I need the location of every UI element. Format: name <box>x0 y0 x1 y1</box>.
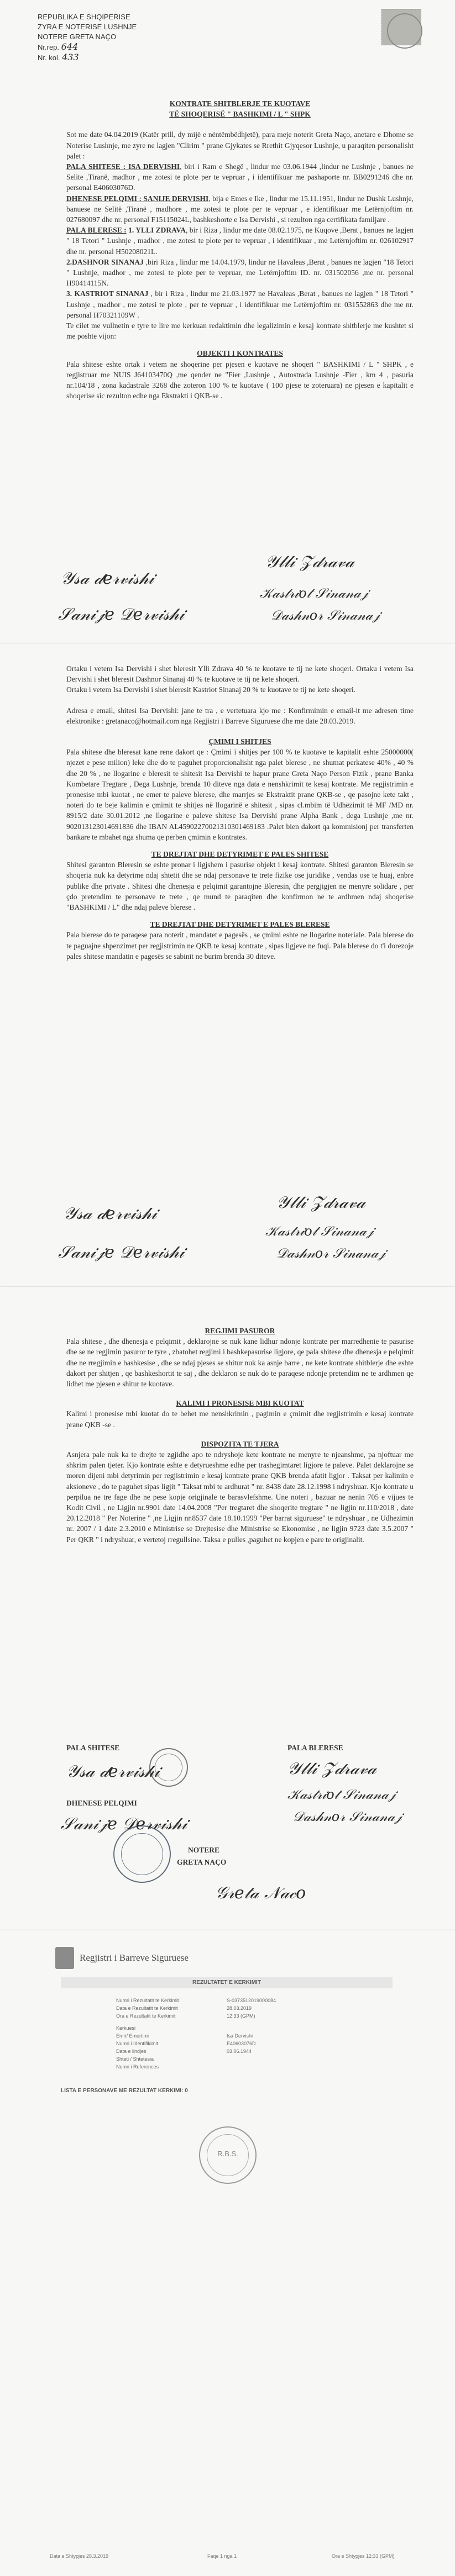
footer-print-time: Ora e Shtypjes 12:33 (GPM) <box>332 2553 395 2559</box>
report-title-bar <box>61 1977 393 1988</box>
seller-name: PALA SHITESE : ISA DERVISHI <box>66 162 180 171</box>
ownership-transfer-title: KALIMI I PRONESISE MBI KUOTAT <box>176 1399 304 1408</box>
buyer-signature-label: PALA BLERESE <box>287 1744 343 1752</box>
signature-notary-p3: 𝒢𝓇𝑒𝓉𝒶 𝒩𝒶𝒸𝑜 <box>216 1883 306 1903</box>
buyer-2-details: ,biri Riza , lindur me 14.04.1979, lindur ne Havaleas ,Berat , banues ne lagjen "18 Tetori " Lushnje, madhor , me zotesi te plote per te vepruar, me Letërnjoftim ID. nr. 031502056 ,me nr. personal H90414115N. <box>66 257 414 288</box>
notary-seal <box>113 1825 171 1883</box>
consent-paragraph <box>66 193 414 225</box>
stamp-circle <box>387 13 422 49</box>
rbs-seal <box>199 2126 257 2184</box>
buyer-1-name: 1. YLLI ZDRAVA <box>128 226 186 235</box>
signature-buyer-1-p3: 𝒴𝓁𝓁𝒾 𝒵𝒹𝓇𝒶𝓋𝒶 <box>287 1759 376 1778</box>
kol-number: 433 <box>62 52 79 62</box>
buyer-2-paragraph <box>66 257 414 289</box>
signature-consent-p3: 𝒮𝒶𝓃𝒾𝒿𝑒 𝒟𝑒𝓇𝓋𝒾𝓈𝒽𝒾 <box>61 1814 187 1834</box>
table-row: Numri i Identifikimit E40603076D <box>116 2041 256 2046</box>
footer-page-number: Faqe 1 nga 1 <box>207 2553 237 2559</box>
seller-signature-label: PALA SHITESE <box>66 1744 120 1752</box>
signature-buyer-2-p1: 𝒦𝒶𝓈𝓉𝓇𝒾𝑜𝓉 𝒮𝒾𝓃𝒶𝓃𝒶𝒿 <box>260 585 368 601</box>
office-line: ZYRA E NOTERISE LUSHNJE <box>38 23 137 31</box>
share-transfer-1: Ortaku i vetem Isa Dervishi i shet bleresit Ylli Zdrava 40 % te kuotave te tij ne kete shoqeri. Ortaku i vetem Isa Dervishi i shet bleresit Dashnor Sinanaj 40 % te kuotave te tij ne kete shoqeri. <box>66 664 414 684</box>
seller-details: , biri i Ram e Shegë , lindur me 03.06.1944 ,lindur ne Lushnje , banues ne Selite ,Tiranë, madhor , me zotesi te plote per te vepruar , i identifikuar me pashaporte nr. BB0291246 dhe nr. personal E40603076D. <box>66 162 414 192</box>
footer-print-date: Data e Shtypjes 28.3.2019 <box>50 2553 109 2559</box>
table-row: Numri i Rezultatit te Kerkimit S-0373512019000084 <box>116 1998 276 2003</box>
rbs-logo-title: Regjistri i Barreve Siguruese <box>80 1952 189 1963</box>
property-regime-title: REGJIMI PASUROR <box>205 1327 275 1335</box>
rbs-logo <box>55 1947 189 1969</box>
results-list-title: LISTA E PERSONAVE ME REZULTAT KERKIMI: 0 <box>61 2088 188 2094</box>
rep-label: Nr.rep. <box>38 43 60 51</box>
signature-buyer-1-p2: 𝒴𝓁𝓁𝒾 𝒵𝒹𝓇𝒶𝓋𝒶 <box>276 1193 365 1212</box>
search-results-table <box>116 1997 381 2071</box>
rep-number: 644 <box>61 41 79 52</box>
consent-signature-label: DHENESE PELQIMI <box>66 1799 137 1807</box>
report-title: REZULTATET E KERKIMIT <box>192 1979 261 1986</box>
signature-seller-p1: 𝒴𝓈𝒶 𝒹𝑒𝓇𝓋𝒾𝓈𝒽𝒾 <box>61 569 154 588</box>
table-row: Numri i References <box>116 2064 159 2070</box>
buyer-3-name: 3. KASTRIOT SINANAJ <box>66 289 149 298</box>
notary-label-1: NOTERE <box>188 1846 220 1854</box>
signature-consent-p1: 𝒮𝒶𝓃𝒾𝒿𝑒 𝒟𝑒𝓇𝓋𝒾𝓈𝒽𝒾 <box>58 605 185 624</box>
signature-buyer-3-p3: 𝒟𝒶𝓈𝒽𝓃𝑜𝓇 𝒮𝒾𝓃𝒶𝓃𝒶𝒿 <box>293 1809 402 1824</box>
intro-paragraph: Sot me date 04.04.2019 (Katër prill, dy mijë e nëntëmbëdhjetë), para meje noterit Greta Naço, anetare e Dhome se Noterise Lushnje, me zyre ne lagjen "Clirim " prane Gjykates se Rrethit Gjyqesor Lushnje, u paraqiten personalisht palet : <box>66 130 414 160</box>
document-page-3 <box>0 1287 455 1930</box>
object-section-title: OBJEKTI I KONTRATES <box>197 349 283 358</box>
closing-paragraph: Te cilet me vullnetin e tyre te lire me kerkuan redaktimin dhe legalizimin e kesaj kontrate shitblerje me kushtet si me poshte vijon: <box>66 321 414 341</box>
buyers-label: PALA BLERESE : <box>66 226 127 235</box>
document-page-4 <box>0 1930 455 2576</box>
buyer-3-details: , bir i Riza , lindur me 21.03.1977 ne Havaleas ,Berat , banues ne lagjen " 18 Tetori " Lushnje , madhor , me zotesi te plote , per te vepruar , i identifikuar me Letërnjoftim nr. 031552863 dhe me nr. personal H70321109W . <box>66 289 414 319</box>
signature-buyer-3-p1: 𝒟𝒶𝓈𝒽𝓃𝑜𝓇 𝒮𝒾𝓃𝒶𝓃𝒶𝒿 <box>271 608 380 623</box>
table-row: Ora e Rezultatit te Kerkimit 12:33 (GPM) <box>116 2013 255 2019</box>
email-confirmation: Adresa e email, shitesi Isa Dervishi: jane te tra , e vertetuara kjo me : Konfirmimin e email-it me adresen time elektronike : gretanaco@hotmail.com nga Regjistri i Barreve Siguruese dhe me date 28.03.2019. <box>66 706 414 725</box>
ownership-transfer-text: Kalimi i pronesise mbi kuotat do te behet me nenshkrimin , pagimin e çmimit dhe regjistrimin e kesaj kontrate prane QKB -se . <box>66 1410 414 1429</box>
consent-name: DHENESE PELQIMI : SANIJE DERVISHI <box>66 194 209 203</box>
share-transfer-2: Ortaku i vetem Isa Dervishi i shet bleresit Kastriot Sinanaj 20 % te kuotave te tij ne kete shoqeri. <box>66 685 355 694</box>
buyer-1-details: , bir i Riza , lindur me date 08.02.1975, ne Kuqove ,Berat , banues ne lagjen " 18 Tetori " Lushnje , madhor , me zotesi te plote per te vepruar , i identifikuar , me Letërnjoftim nr. 026102917 dhe nr. personal H50208021L. <box>66 226 414 256</box>
signature-seller-p3: 𝒴𝓈𝒶 𝒹𝑒𝓇𝓋𝒾𝓈𝒽𝒾 <box>66 1762 160 1781</box>
rbs-seal-text: R.B.S. <box>217 2150 238 2158</box>
consent-details: , bija e Emes e Ike , lindur me 15.11.1951, lindur ne Dushk Lushnje, banuese ne Selitë ,Tiranë , madhore , me zotesi te plote per te vepruar , e identifikuar me Letërnjoftim nr. 027680097 dhe nr. personal F15115024L, bashkeshorte e Isa Dervishi , si rezulton nga certifikata familjare . <box>66 194 414 224</box>
signature-buyer-2-p3: 𝒦𝒶𝓈𝓉𝓇𝒾𝑜𝓉 𝒮𝒾𝓃𝒶𝓃𝒶𝒿 <box>287 1787 396 1802</box>
buyer-duties-title: TE DREJTAT DHE DETYRIMET E PALES BLERESE <box>150 920 330 929</box>
property-regime-text: Pala shitese , dhe dhenesja e pelqimit , deklarojne se nuk kane lidhur ndonje kontrate per marredhenie te pasurise dhe se ne regjimin pasuror te tyre , zbatohet regjimi i bashkepasurise ligjore, qe pala shitese dhe dhenesja e pelqimit dhe ne rregjimin e bashkesise , dhe se ndaj pjeses se shitur nuk ka asnje barre , ne kete kontrate shitblerje dhe eshte dakort per shitjen , qe bashkeshortit te saj , dhe deklaron se nuk do te paraqese ndonje pretendim ne te ardhmen qe lidhet me pjesen e shitur te kuotave. <box>66 1337 414 1389</box>
object-section-text: Pala shitese eshte ortak i vetem ne shoqerine per pjesen e kuotave ne shoqeri " BASHKIMI / L " SHPK , e regjistruar me NUIS J64103470Q ,me qender ne "Fier ,Lushnje , Autostrada Lushnje -Fier , km 4 , pasuria nr.104/18 , zona kadastrale 3268 dhe zoteron 100 % te kuotave ( 100 pjese te zoteruara) ne pjesen e kapitalit e shoqerise sic rezulton edhe nga Ekstrakti i QKB-se . <box>66 360 414 400</box>
signature-seller-p2: 𝒴𝓈𝒶 𝒹𝑒𝓇𝓋𝒾𝓈𝒽𝒾 <box>64 1204 157 1223</box>
buyer-duties-text: Pala blerese do te paraqese para noterit , mandatet e pagesës , se çmimi eshte ne llogarine noteriale. Pala blerese do te paguajne shpenzimet per regjistrimin ne QKB te kesaj kontrate , sipas ligjeve ne fuqi. Pala blerese do t'i dorezoje pales shitese mandatin e pagesës se sabinit ne burim brenda 30 ditеve. <box>66 931 414 960</box>
price-section-title: ÇMIMI I SHITJES <box>208 737 271 746</box>
signature-buyer-3-p2: 𝒟𝒶𝓈𝒽𝓃𝑜𝓇 𝒮𝒾𝓃𝒶𝓃𝒶𝒿 <box>276 1245 386 1261</box>
signature-buyer-1-p1: 𝒴𝓁𝓁𝒾 𝒵𝒹𝓇𝒶𝓋𝒶 <box>265 552 354 572</box>
table-row: Kerkuesi <box>116 2025 136 2031</box>
document-page-1 <box>0 0 455 643</box>
buyer-3-paragraph <box>66 288 414 320</box>
other-provisions-text: Asnjera pale nuk ka te drejte te zgjidhe apo te ndryshoje kete kontrate ne menyre te njeanshme, pa njoftuar me shkrim palen tjeter. Kjo kontrate eshte e detyrueshme edhe per trashegimtaret ligjore te paleve. Palet deklarojne se moren dijeni mbi detyrimin per regjistrimin e kesaj kontrate prane QKB brenda afatit ligjor . Taksat per kalimin e aksioneve , do te paguhet sipas ligjit " Taksat mbi te ardhurat " nr. 8438 date 28.12.1998 i ndryshuar. Kjo kontrate u perpilua ne tre fage dhe ne pese kopje origjinale te barasvlefshme. Une noteri , bazuar ne nenin 705 e vijues te Kodit Civil , ne Ligjin nr.9901 date 14.04.2008 "Per tregtaret dhe shoqerite tregtare " ne ligjin nr.110/2018 , date 20.12.2018 " Per Noterine " ,ne Ligjin nr.8537 date 18.10.1999 "Per barrat siguruese" te ndryshuar , ne Udhezimin nr. 2007 / 1 date 2.3.2010 e Ministrise se Drejtesise dhe Ministrise se Ekonomise , ne ligjin 9723 date 3.5.2007 " Per QKR " i ndryshuar, e vertetoj rregullsine. Taksa e pulles ,paguhet ne kopjen e pare te origjinalit. <box>66 1450 414 1544</box>
buyer-1-paragraph <box>66 225 414 257</box>
header-block <box>38 12 137 63</box>
seller-paragraph <box>66 161 414 193</box>
document-page-2 <box>0 643 455 1287</box>
kol-label: Nr. kol. <box>38 54 60 62</box>
contract-title: KONTRATE SHITBLERJE TE KUOTAVE <box>169 99 311 108</box>
table-row: Data e lindjes 03.06.1944 <box>116 2049 252 2054</box>
republic-line: REPUBLIKA E SHQIPERISE <box>38 13 130 21</box>
signature-consent-p2: 𝒮𝒶𝓃𝒾𝒿𝑒 𝒟𝑒𝓇𝓋𝒾𝓈𝒽𝒾 <box>58 1243 185 1262</box>
table-row: Shteti / Shtetesia <box>116 2056 154 2062</box>
contract-subtitle: TË SHOQERISË " BASHKIMI / L " SHPK <box>169 110 311 119</box>
seller-duties-text: Shitesi garanton Bleresin se eshte pronar i ligjshem i pasurise objekt i kesaj kontrate. Shitesi garanton Bleresin se shoqeria nuk ka detyrime ndaj shtetit dhe se ndaj personave te trete fizike ose juridike , vendas ose te huaj, enbre publike dhe private . Shitesi dhe dhenesja e pelqimit garantojne Bleresin, dhe pergjigjen ne menyre solidare , per çdo pretendim te personave te trete , qe mund te paraqiten dhe konfirmon ne te ardhmen ndaj shoqerise "BASHKIMI / L" dhe ndaj paleve blerese . <box>66 861 414 912</box>
table-row: Emri/ Emertimi Isa Dervishi <box>116 2033 253 2039</box>
rbs-logo-emblem-icon <box>55 1947 74 1969</box>
price-section-text: Pala shitese dhe bleresat kane rene dakort qe : Çmimi i shitjes per 100 % te kuotave te kapitalit eshte 25000000( njezet e pese milion) leke dhe do te paguhet proporcionalisht nga palet bleresе , ne shumat perkatese 40% , 40 % dhe 20 % , ne llogarine e bleresit te shitesit Isa Dervishi te hapur prane Greta Naço Person Fizik , prane Banka Kombetare Tregtare , Dega Lushnje, brenda 10 diteve nga data e nenshkrimit te kesaj kontrate. Me regjistrimin e pronesise mbi kuotat , ne emer te paleve blerese, dhe marrjes se Ekstraktit prane QKB-se , qe pasojne kete takt , noteri do te beje kalimin e çmimit te shitjes në llogarinë e shitesit , sipas cl.mbim të Udhëzimit të MF /MD nr. 8915/2 date 30.01.2012 ,ne llogarine e paleve shitese Isa Dervishi prane Alpha Bank , dega Lushnje ,me nr. 902013123014691836 dhe IBAN AL45902270021310301469183 .Palet bien dakort qa kommisionj per transferten bankare te mbahet nga shuma qe perben çmimin e kontrates. <box>66 748 414 841</box>
buyer-2-name: 2.DASHNOR SINANAJ <box>66 257 144 266</box>
signature-buyer-2-p2: 𝒦𝒶𝓈𝓉𝓇𝒾𝑜𝓉 𝒮𝒾𝓃𝒶𝓃𝒶𝒿 <box>265 1223 374 1239</box>
table-row: Data e Rezultatit te Kerkimit 28.03.2019 <box>116 2005 252 2011</box>
notary-label-2: GRETA NAÇO <box>177 1858 227 1866</box>
seller-duties-title: TE DREJTAT DHE DETYRIMET E PALES SHITESE <box>151 850 329 859</box>
other-provisions-title: DISPOZITA TE TJERA <box>201 1439 279 1448</box>
notary-line: NOTERE GRETA NAÇO <box>38 33 117 41</box>
